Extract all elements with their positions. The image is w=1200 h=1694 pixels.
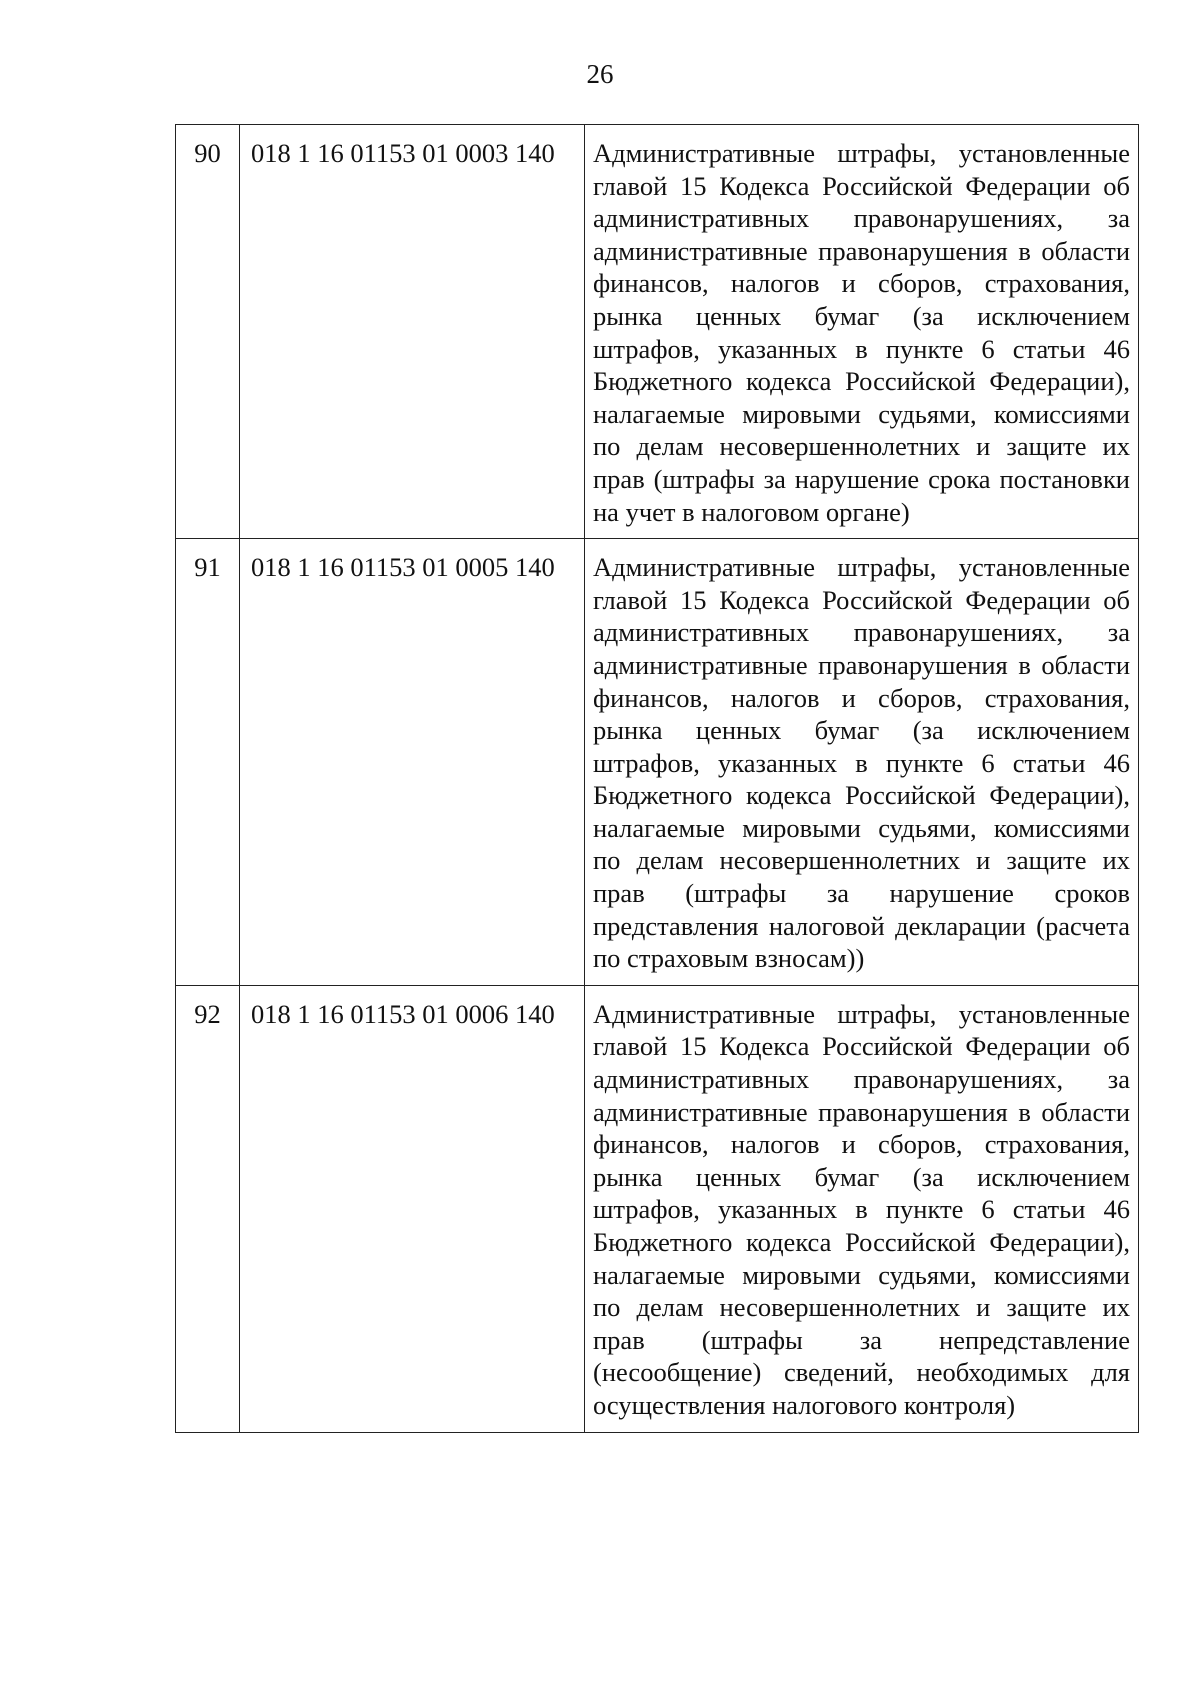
- row-number: 91: [176, 539, 240, 986]
- budget-classification-code: 018 1 16 01153 01 0006 140: [240, 985, 585, 1432]
- table-row: [176, 125, 1139, 539]
- row-number: 92: [176, 985, 240, 1432]
- revenue-description: Административные штрафы, установленные главой 15 Кодекса Российской Федерации об административных правонарушениях, за административные правонарушения в области финансов, налогов и сборов, страхования, рынка ценных бумаг (за исключением штрафов, указанных в пункте 6 статьи 46 Бюджетного кодекса Российской Федерации), налагаемые мировыми судьями, комиссиями по делам несовершеннолетних и защите их прав (штрафы за нарушение сроков представления налоговой декларации (расчета по страховым взносам)): [585, 539, 1139, 986]
- revenue-description: Административные штрафы, установленные главой 15 Кодекса Российской Федерации об административных правонарушениях, за административные правонарушения в области финансов, налогов и сборов, страхования, рынка ценных бумаг (за исключением штрафов, указанных в пункте 6 статьи 46 Бюджетного кодекса Российской Федерации), налагаемые мировыми судьями, комиссиями по делам несовершеннолетних и защите их прав (штрафы за нарушение срока постановки на учет в налоговом органе): [585, 125, 1139, 539]
- revenue-description: Административные штрафы, установленные главой 15 Кодекса Российской Федерации об административных правонарушениях, за административные правонарушения в области финансов, налогов и сборов, страхования, рынка ценных бумаг (за исключением штрафов, указанных в пункте 6 статьи 46 Бюджетного кодекса Российской Федерации), налагаемые мировыми судьями, комиссиями по делам несовершеннолетних и защите их прав (штрафы за непредставление (несообщение) сведений, необходимых для осуществления налогового контроля): [585, 985, 1139, 1432]
- budget-classification-code: 018 1 16 01153 01 0003 140: [240, 125, 585, 539]
- table-row: [176, 539, 1139, 986]
- row-number: 90: [176, 125, 240, 539]
- page-number: 26: [586, 59, 614, 89]
- budget-classification-code: 018 1 16 01153 01 0005 140: [240, 539, 585, 986]
- table-row: [176, 985, 1139, 1432]
- budget-code-table: [175, 124, 1139, 1433]
